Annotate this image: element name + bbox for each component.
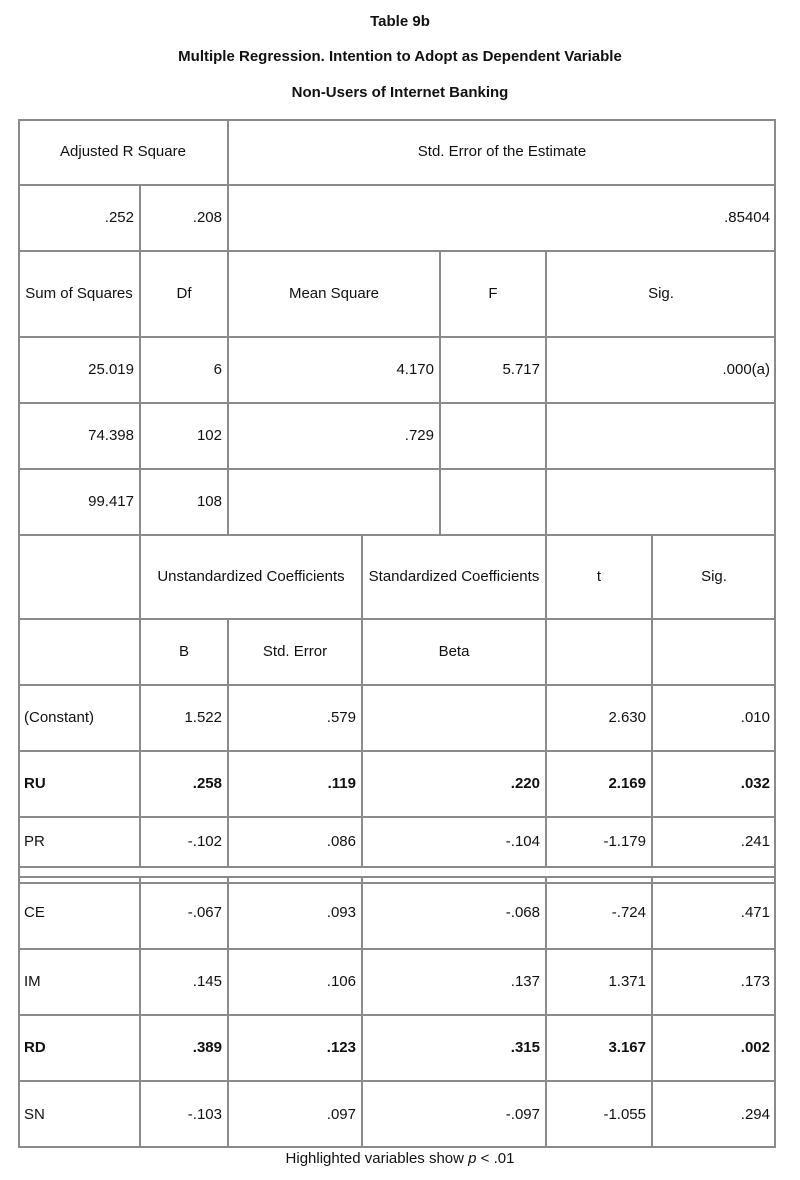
coef-t-cell: 2.630 <box>608 709 646 726</box>
coef-beta-cell <box>362 685 546 751</box>
footnote-prefix: Highlighted variables show <box>285 1150 469 1167</box>
coef-se-cell: .106 <box>326 973 356 990</box>
coef-b-cell: .258 <box>192 775 222 792</box>
std-error-col-header: Std. Error <box>262 643 328 660</box>
anova-header-ss: Sum of Squares <box>25 285 133 302</box>
coef-t-cell: 2.169 <box>608 775 646 792</box>
coef-se-cell: .119 <box>327 775 356 792</box>
coef-b-cell: -.067 <box>187 904 222 921</box>
footnote-p: p <box>468 1150 477 1167</box>
coef-se-cell: .579 <box>326 709 356 726</box>
anova-ms-cell: 4.170 <box>396 361 434 378</box>
anova-df-cell: 108 <box>196 493 222 510</box>
anova-sig-cell: .000(a) <box>722 361 770 378</box>
anova-ms-cell <box>228 469 440 535</box>
coef-sig-cell: .294 <box>740 1105 770 1123</box>
anova-ms-cell: .729 <box>404 427 434 444</box>
standardized-header: Standardized Coefficients <box>368 568 540 585</box>
table-subtitle-2: Non-Users of Internet Banking <box>291 84 509 101</box>
r-square-value: .252 <box>104 209 134 226</box>
coef-se-cell: .086 <box>326 833 356 850</box>
coef-b-cell: 1.522 <box>184 709 222 726</box>
variable-name: (Constant) <box>24 709 95 726</box>
coef-b-cell: .389 <box>192 1039 222 1056</box>
coef-beta-cell: -.068 <box>505 904 540 921</box>
coef-t-cell: 3.167 <box>608 1039 646 1056</box>
beta-header: Beta <box>438 643 470 660</box>
coef-se-cell: .123 <box>326 1039 356 1056</box>
table-subtitle: Multiple Regression. Intention to Adopt as Dependent Variable <box>178 48 622 65</box>
b-header: B <box>178 643 189 660</box>
anova-f-cell <box>440 469 546 535</box>
coef-beta-cell: .315 <box>510 1039 540 1056</box>
coef-t-cell: -1.179 <box>603 833 646 850</box>
coef-sig-cell: .002 <box>740 1039 770 1056</box>
anova-df-cell: 6 <box>213 361 222 378</box>
coef-b-cell: -.102 <box>187 833 222 850</box>
coef-t-cell: -1.055 <box>603 1105 646 1123</box>
unstandardized-header: Unstandardized Coefficients <box>157 568 345 585</box>
coef-se-cell: .097 <box>326 1105 356 1123</box>
anova-ss-cell: 99.417 <box>88 493 134 510</box>
anova-header-ms: Mean Square <box>288 285 380 302</box>
anova-ss-cell: 25.019 <box>88 361 134 378</box>
coef-beta-cell: -.097 <box>505 1105 540 1123</box>
coef-b-cell: -.103 <box>187 1105 222 1123</box>
grid-line <box>651 619 653 685</box>
coef-sig-cell: .032 <box>740 775 770 792</box>
anova-df-cell: 102 <box>196 427 222 444</box>
std-error-header: Std. Error of the Estimate <box>417 143 587 160</box>
coef-sig-cell: .173 <box>740 973 770 990</box>
t-header: t <box>596 568 602 585</box>
table-title: Table 9b <box>370 13 430 30</box>
coef-t-cell: -.724 <box>611 904 646 921</box>
adj-r-square-header: Adjusted R Square <box>60 143 186 160</box>
anova-ss-cell: 74.398 <box>88 427 134 444</box>
coef-sig-cell: .010 <box>740 709 770 726</box>
anova-sig-cell <box>546 469 776 535</box>
coef-beta-cell: -.104 <box>505 833 540 850</box>
coef-beta-cell: .137 <box>510 973 540 990</box>
anova-header-f: F <box>488 285 498 302</box>
anova-f-cell: 5.717 <box>502 361 540 378</box>
std-error-value: .85404 <box>724 209 770 226</box>
anova-f-cell <box>440 403 546 469</box>
anova-sig-cell <box>546 403 776 469</box>
coef-sig-cell: .241 <box>740 833 770 850</box>
variable-name: PR <box>24 833 45 850</box>
coef-beta-cell: .220 <box>510 775 540 792</box>
anova-header-sig: Sig. <box>648 285 674 302</box>
coef-t-cell: 1.371 <box>608 973 646 990</box>
coef-se-cell: .093 <box>326 904 356 921</box>
coef-b-cell: .145 <box>192 973 222 990</box>
adj-r-square-value: .208 <box>192 209 222 226</box>
footnote-suffix: < .01 <box>476 1150 515 1167</box>
anova-header-df: Df <box>176 285 192 302</box>
sig-header: Sig. <box>701 568 727 585</box>
coef-sig-cell: .471 <box>740 904 770 921</box>
variable-name: RU <box>24 775 46 792</box>
variable-name: CE <box>24 904 45 921</box>
variable-name: SN <box>24 1105 45 1123</box>
variable-name: IM <box>24 973 41 990</box>
variable-name: RD <box>24 1039 46 1056</box>
footnote <box>0 1150 800 1167</box>
